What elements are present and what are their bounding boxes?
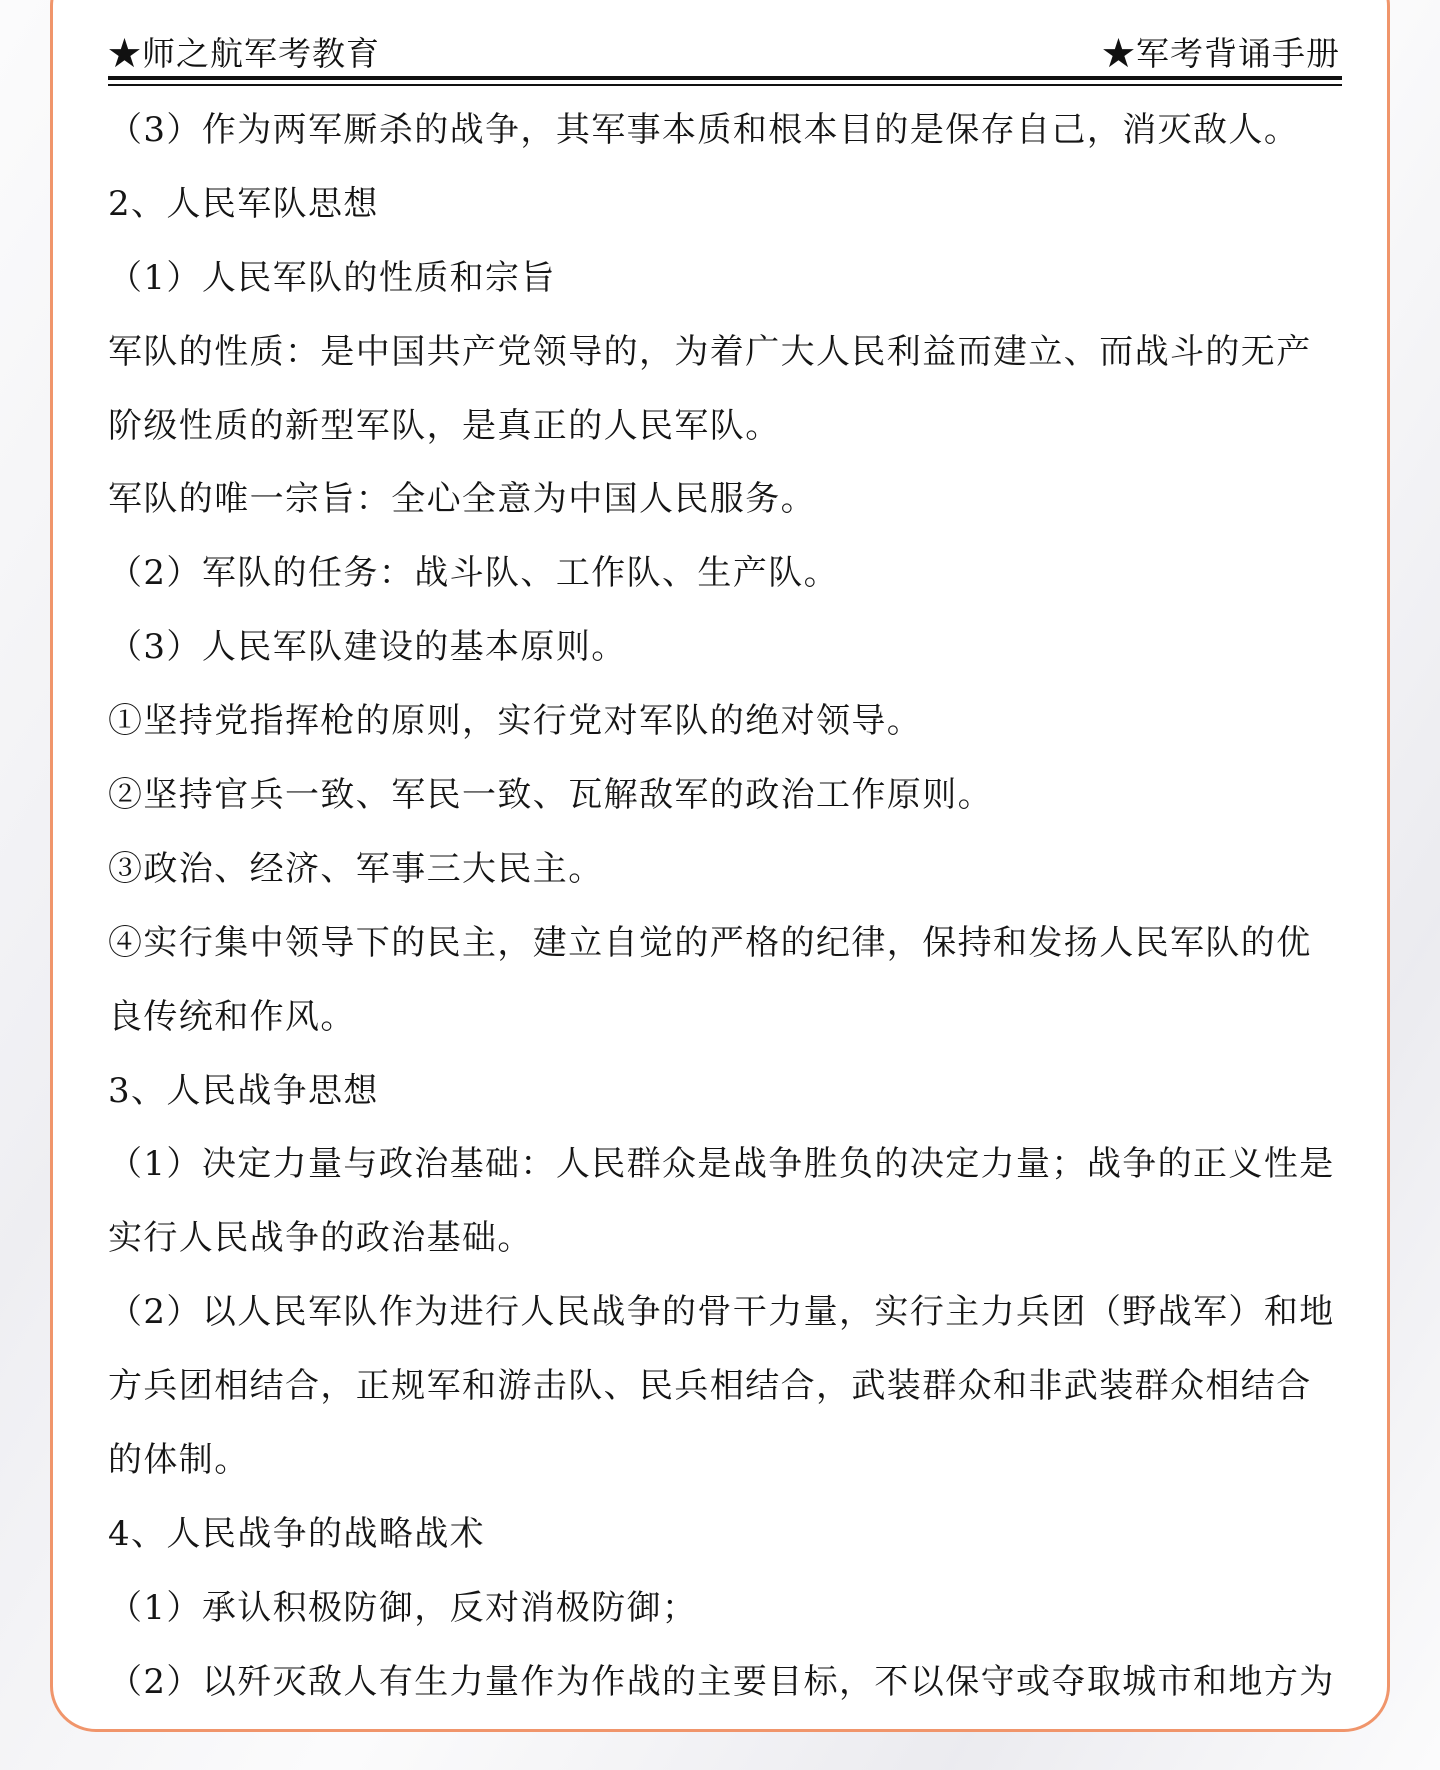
text-line: 阶级性质的新型军队，是真正的人民军队。	[108, 405, 781, 446]
header-divider	[108, 76, 1342, 80]
subsection-heading: （3）人民军队建设的基本原则。	[108, 627, 627, 668]
subsection-heading: （1）承认积极防御，反对消极防御；	[108, 1587, 698, 1628]
text-line: 良传统和作风。	[108, 996, 356, 1037]
subsection-heading: （1）决定力量与政治基础：人民群众是战争胜负的决定力量；战争的正义性是	[108, 1144, 1335, 1185]
text-line: （3）作为两军厮杀的战争，其军事本质和根本目的是保存自己，消灭敌人。	[108, 110, 1300, 150]
list-item: ②坚持官兵一致、军民一致、瓦解敌军的政治工作原则。	[108, 775, 993, 816]
header-book-title: ★军考背诵手册	[1102, 34, 1340, 73]
header-divider-thin	[108, 84, 1342, 86]
document-body	[108, 94, 1340, 1720]
text-line: 方兵团相结合，正规军和游击队、民兵相结合，武装群众和非武装群众相结合	[108, 1366, 1312, 1407]
text-line: 实行人民战争的政治基础。	[108, 1218, 533, 1259]
subsection-heading: （2）军队的任务：战斗队、工作队、生产队。	[108, 553, 840, 594]
header-brand: ★师之航军考教育	[108, 34, 380, 73]
subsection-heading: （1）人民军队的性质和宗旨	[108, 257, 556, 298]
text-line: 军队的唯一宗旨：全心全意为中国人民服务。	[108, 479, 816, 520]
subsection-heading: （2）以人民军队作为进行人民战争的骨干力量，实行主力兵团（野战军）和地	[108, 1292, 1335, 1333]
subsection-heading: （2）以歼灭敌人有生力量作为作战的主要目标，不以保守或夺取城市和地方为	[108, 1661, 1335, 1702]
list-item: ④实行集中领导下的民主，建立自觉的严格的纪律，保持和发扬人民军队的优	[108, 922, 1312, 963]
list-item: ①坚持党指挥枪的原则，实行党对军队的绝对领导。	[108, 701, 923, 742]
list-item: ③政治、经济、军事三大民主。	[108, 848, 604, 889]
section-heading: 3、人民战争思想	[108, 1070, 379, 1111]
text-line: 的体制。	[108, 1440, 250, 1481]
page-header	[108, 22, 1340, 80]
section-heading: 4、人民战争的战略战术	[108, 1513, 486, 1554]
section-heading: 2、人民军队思想	[108, 183, 379, 224]
text-line: 军队的性质：是中国共产党领导的，为着广大人民利益而建立、而战斗的无产	[108, 331, 1312, 372]
